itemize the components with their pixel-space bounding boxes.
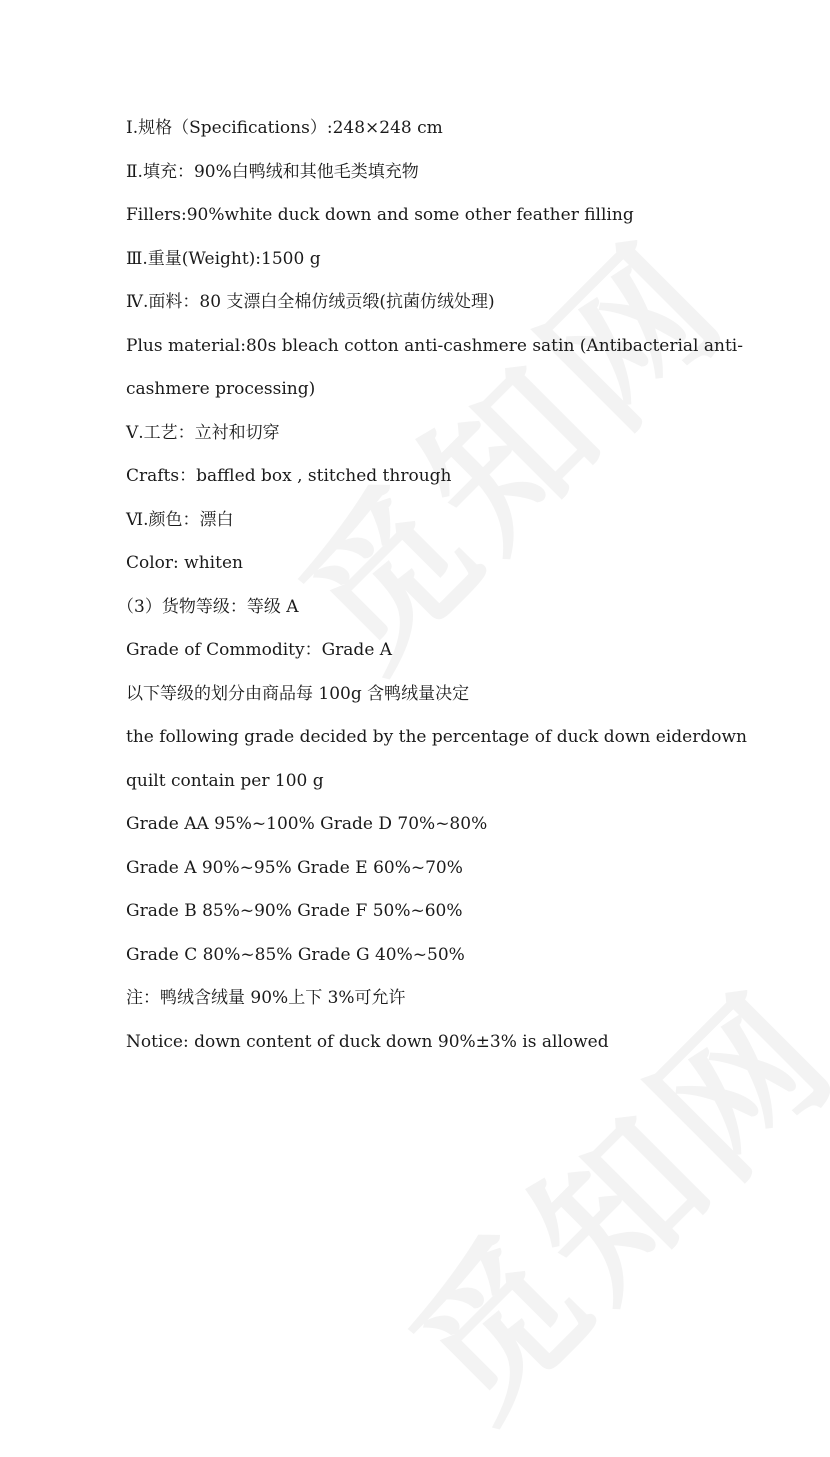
grade-rule-cn-line: 以下等级的划分由商品每 100g 含鸭绒量决定 (126, 683, 470, 704)
fabric-en-line-2: cashmere processing) (126, 379, 316, 399)
filling-en-line: Fillers:90%white duck down and some other feather filling (126, 205, 634, 225)
filling-cn-line: Ⅱ.填充：90%白鸭绒和其他毛类填充物 (126, 161, 419, 182)
grade-rule-en-line-1: the following grade decided by the percentage of duck down eiderdown (126, 727, 747, 747)
craft-cn-line: Ⅴ.工艺：立衬和切穿 (126, 422, 280, 443)
notice-cn-line: 注：鸭绒含绒量 90%上下 3%可允许 (126, 988, 406, 1008)
color-cn-line: Ⅵ.颜色：漂白 (126, 509, 234, 530)
notice-en-line: Notice: down content of duck down 90%±3% is allowed (126, 1031, 609, 1052)
grade-table-row: Grade C 80%~85% Grade G 40%~50% (126, 944, 465, 965)
spec-line: Ⅰ.规格（Specifications）:248×248 cm (126, 118, 443, 138)
grade-table-row: Grade AA 95%~100% Grade D 70%~80% (126, 814, 488, 834)
grade-table-row: Grade A 90%~95% Grade E 60%~70% (126, 857, 463, 878)
grade-rule-en-line-2: quilt contain per 100 g (126, 770, 324, 791)
color-en-line: Color: whiten (126, 553, 243, 573)
fabric-en-line-1: Plus material:80s bleach cotton anti-cashmere satin (Antibacterial anti- (126, 335, 743, 356)
grade-table-row: Grade B 85%~90% Grade F 50%~60% (126, 901, 463, 921)
weight-line: Ⅲ.重量(Weight):1500 g (126, 248, 321, 269)
grade-cn-line: （3）货物等级：等级 A (117, 596, 299, 617)
fabric-cn-line: Ⅳ.面料：80 支漂白全棉仿绒贡缎(抗菌仿绒处理) (126, 292, 495, 312)
craft-en-line: Crafts：baffled box , stitched through (126, 466, 452, 486)
grade-en-line: Grade of Commodity：Grade A (126, 640, 393, 660)
document-body (117, 107, 747, 1064)
